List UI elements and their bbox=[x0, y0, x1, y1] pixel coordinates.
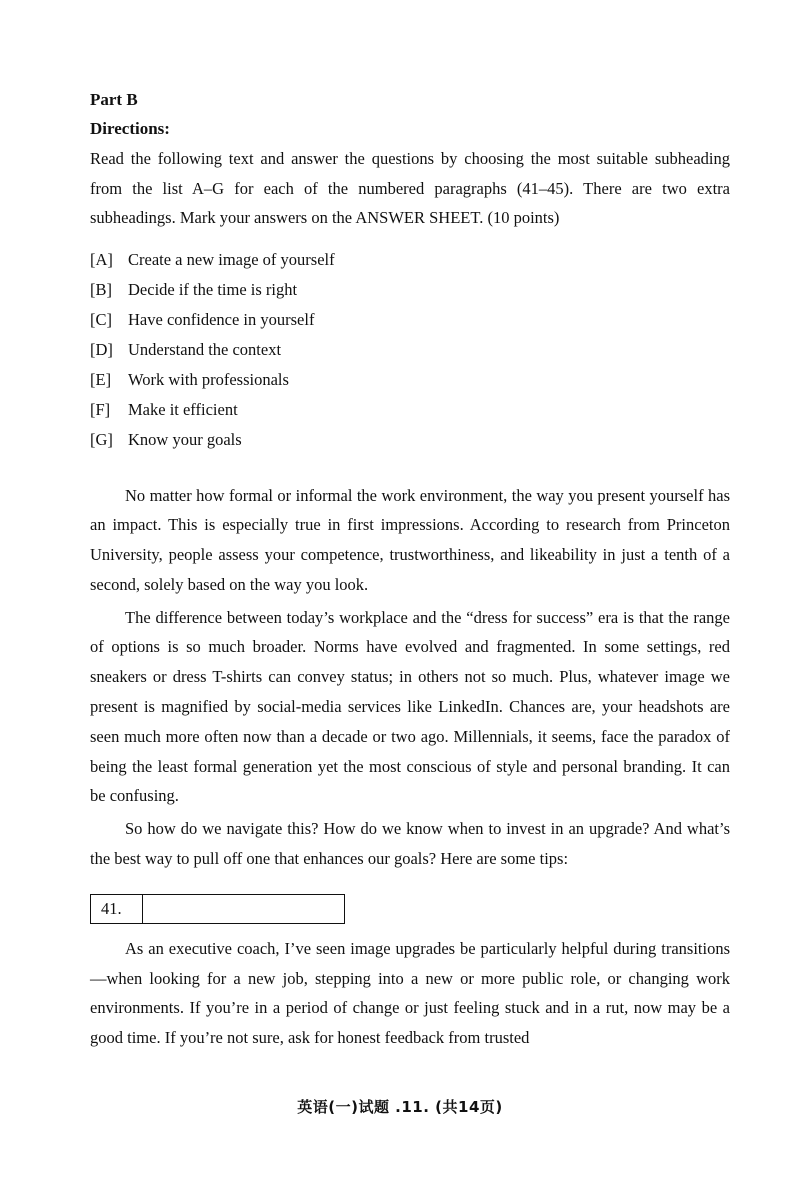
option-a bbox=[90, 245, 730, 275]
option-text: Decide if the time is right bbox=[128, 279, 298, 299]
option-d bbox=[90, 335, 730, 365]
directions-label: Directions: bbox=[90, 119, 170, 138]
option-letter: [E] bbox=[90, 369, 112, 389]
subheading-options bbox=[90, 245, 730, 455]
option-letter: [B] bbox=[90, 279, 112, 299]
option-letter: [G] bbox=[90, 429, 113, 449]
part-title: Part B bbox=[90, 90, 138, 109]
answer-blank[interactable] bbox=[143, 895, 344, 923]
option-e bbox=[90, 365, 730, 395]
answer-box-41[interactable] bbox=[90, 894, 345, 924]
option-text: Know your goals bbox=[128, 429, 242, 449]
paragraph: As an executive coach, I’ve seen image upgrades be particularly helpful during transitions—when looking for a new job, stepping into a new or more public role, or changing work environments. If you’re in a period of change or just feeling stuck and in a rut, now may be a good time. If you’re not sure, ask for honest feedback from trusted bbox=[90, 938, 730, 1048]
paragraph: No matter how formal or informal the work environment, the way you present yourself has an impact. This is especially true in first impressions. According to research from Princeton University, people assess your competence, trustworthiness, and likeability in just a tenth of a second, solely based on the way you look. bbox=[90, 485, 730, 594]
option-b bbox=[90, 275, 730, 305]
option-letter: [A] bbox=[90, 249, 113, 269]
option-letter: [F] bbox=[90, 399, 111, 419]
directions-text: Read the following text and answer the questions by choosing the most suitable subheading from the list A–G for each of the numbered paragraphs (41–45). There are two extra subheadings. Mark your answers on the ANSWER SHEET. (10 points) bbox=[90, 149, 730, 227]
paragraph: The difference between today’s workplace and the “dress for success” era is that the range of options is so much broader. Norms have evolved and fragmented. In some settings, red sneakers or dress T-shirts can convey status; in others not so much. Plus, whatever image we present is magnified by social-media services like LinkedIn. Chances are, your headshots are seen much more often now than a decade or two ago. Millennials, it seems, face the paradox of being the least formal generation yet the most conscious of style and personal branding. It can be confusing. bbox=[90, 607, 730, 806]
option-text: Have confidence in yourself bbox=[128, 309, 315, 329]
option-text: Understand the context bbox=[128, 339, 282, 359]
option-letter: [C] bbox=[90, 309, 112, 329]
option-text: Make it efficient bbox=[128, 399, 238, 419]
paragraph: So how do we navigate this? How do we know when to invest in an upgrade? And what’s the best way to pull off one that enhances our goals? Here are some tips: bbox=[90, 819, 730, 869]
option-c bbox=[90, 305, 730, 335]
option-letter: [D] bbox=[90, 339, 113, 359]
option-g bbox=[90, 425, 730, 455]
page-footer: 英语(一)试题 .11. (共14页) bbox=[297, 1098, 503, 1116]
option-text: Create a new image of yourself bbox=[128, 249, 335, 269]
option-f bbox=[90, 395, 730, 425]
exam-page bbox=[90, 86, 730, 1056]
option-text: Work with professionals bbox=[128, 369, 289, 389]
question-number: 41. bbox=[91, 895, 143, 923]
